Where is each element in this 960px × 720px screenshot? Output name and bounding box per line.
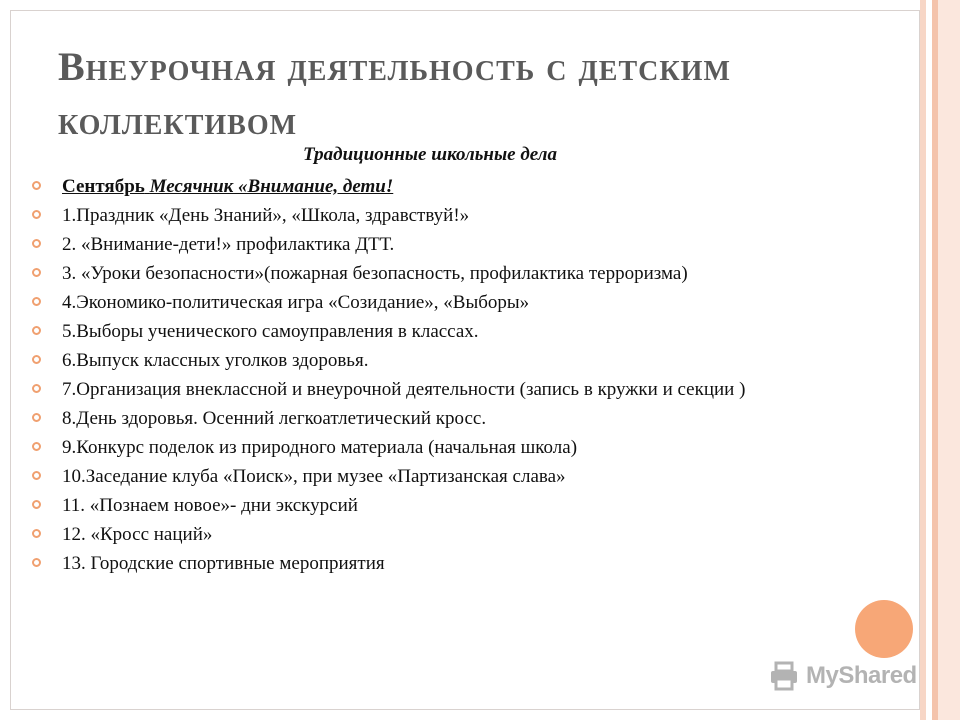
list-item: [32, 234, 792, 255]
bullet-icon: [32, 413, 41, 422]
list-item-text: 2. «Внимание-дети!» профилактика ДТТ.: [62, 234, 395, 255]
watermark: [768, 656, 938, 696]
slide-subtitle: Традиционные школьные дела: [303, 144, 557, 165]
decorative-circle: [855, 600, 913, 658]
bullet-icon: [32, 239, 41, 248]
list-item-text: 1.Праздник «День Знаний», «Школа, здравствуй!»: [62, 205, 470, 226]
bullet-icon: [32, 355, 41, 364]
list-item-text: 10.Заседание клуба «Поиск», при музее «Партизанская слава»: [62, 466, 566, 487]
list-item: [32, 553, 792, 574]
list-item-text: 11. «Познаем новое»- дни экскурсий: [62, 495, 358, 516]
list-item: [32, 350, 792, 371]
activity-list: [32, 176, 792, 582]
decorative-stripes: [920, 0, 960, 720]
month-theme: Месячник «Внимание, дети!: [149, 176, 394, 197]
list-item-text: 12. «Кросс наций»: [62, 524, 213, 545]
list-item: [32, 408, 792, 429]
list-item: [32, 524, 792, 545]
list-item-text: 3. «Уроки безопасности»(пожарная безопасность, профилактика терроризма): [62, 263, 688, 284]
bullet-icon: [32, 500, 41, 509]
bullet-icon: [32, 471, 41, 480]
list-item: [32, 205, 792, 226]
list-item-text: 6.Выпуск классных уголков здоровья.: [62, 350, 369, 371]
printer-logo-icon: [768, 660, 800, 692]
list-item: [32, 321, 792, 342]
list-item-text: 7.Организация внеклассной и внеурочной деятельности (запись в кружки и секции ): [62, 379, 746, 400]
list-item-text: 8.День здоровья. Осенний легкоатлетический кросс.: [62, 408, 487, 429]
list-item: [32, 379, 792, 400]
list-item-text: 9.Конкурс поделок из природного материала (начальная школа): [62, 437, 578, 458]
bullet-icon: [32, 384, 41, 393]
list-item: [32, 292, 792, 313]
list-item: [32, 263, 792, 284]
list-item: [32, 466, 792, 487]
list-item-text: 13. Городские спортивные мероприятия: [62, 553, 385, 574]
bullet-icon: [32, 210, 41, 219]
bullet-icon: [32, 558, 41, 567]
bullet-icon: [32, 297, 41, 306]
bullet-icon: [32, 326, 41, 335]
list-item-september: [32, 176, 792, 197]
list-item: [32, 495, 792, 516]
list-item: [32, 437, 792, 458]
bullet-icon: [32, 268, 41, 277]
list-item-text: 4.Экономико-политическая игра «Созидание», «Выборы»: [62, 292, 530, 313]
bullet-icon: [32, 529, 41, 538]
bullet-icon: [32, 181, 41, 190]
bullet-icon: [32, 442, 41, 451]
slide-title: Внеурочная деятельность с детским коллективом: [58, 44, 731, 143]
month-label: Сентябрь: [62, 176, 145, 197]
list-item-text: 5.Выборы ученического самоуправления в классах.: [62, 321, 479, 342]
watermark-text: MyShared: [806, 662, 917, 689]
